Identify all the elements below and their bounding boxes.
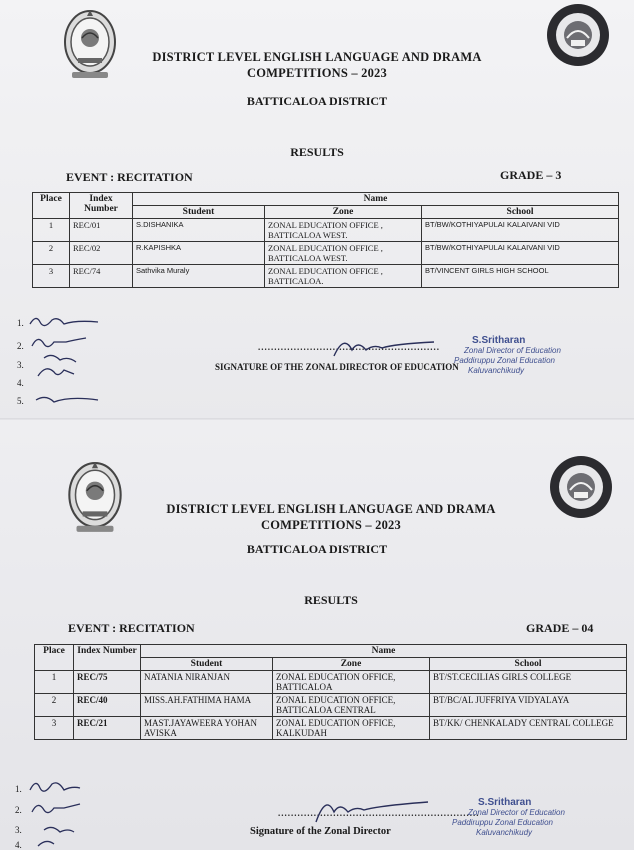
district-heading: BATTICALOA DISTRICT bbox=[246, 542, 388, 556]
stamp-line-3: Kaluvanchikudy bbox=[468, 366, 525, 375]
cell-zone: ZONAL EDUCATION OFFICE, KALKUDAH bbox=[273, 717, 430, 740]
stamp-name: S.Sritharan bbox=[478, 797, 532, 808]
stamp-line-2: Paddiruppu Zonal Education bbox=[454, 356, 555, 365]
cell-student: NATANIA NIRANJAN bbox=[141, 671, 273, 694]
header-place: Place bbox=[33, 193, 70, 219]
stamp-line-1: Zonal Director of Education bbox=[468, 808, 565, 817]
cell-index: REC/01 bbox=[70, 219, 133, 242]
cell-index: REC/40 bbox=[74, 694, 141, 717]
cell-student: Sathvika Muraly bbox=[133, 265, 265, 288]
result-sheet-grade-4 bbox=[0, 420, 634, 850]
result-sheet-grade-3 bbox=[0, 0, 634, 420]
director-signature-icon bbox=[330, 330, 440, 360]
header-zone: Zone bbox=[273, 658, 430, 671]
signature-caption: SIGNATURE OF THE ZONAL DIRECTOR OF EDUCATION bbox=[215, 362, 459, 372]
results-heading: RESULTS bbox=[304, 593, 358, 607]
cell-school: BT/BC/AL JUFFRIYA VIDYALAYA bbox=[430, 694, 627, 717]
cell-student: MAST.JAYAWEERA YOHAN AVISKA bbox=[141, 717, 273, 740]
stamp-name: S.Sritharan bbox=[472, 335, 526, 346]
judge-number: 1. bbox=[17, 318, 24, 328]
cell-index: REC/02 bbox=[70, 242, 133, 265]
cell-zone: ZONAL EDUCATION OFFICE , BATTICALOA. bbox=[265, 265, 422, 288]
cell-place: 2 bbox=[35, 694, 74, 717]
cell-zone: ZONAL EDUCATION OFFICE , BATTICALOA WEST. bbox=[265, 242, 422, 265]
cell-place: 2 bbox=[33, 242, 70, 265]
results-heading: RESULTS bbox=[290, 145, 344, 159]
header-school: School bbox=[430, 658, 627, 671]
director-signature-icon bbox=[312, 790, 432, 826]
header-student: Student bbox=[141, 658, 273, 671]
table-row bbox=[35, 671, 627, 694]
judge-number: 4. bbox=[15, 840, 22, 850]
cell-zone: ZONAL EDUCATION OFFICE, BATTICALOA bbox=[273, 671, 430, 694]
table-row bbox=[35, 694, 627, 717]
event-label: EVENT : RECITATION bbox=[66, 170, 193, 184]
title-line-2: COMPETITIONS – 2023 bbox=[247, 66, 387, 80]
competition-title bbox=[14, 501, 634, 533]
cell-school: BT/VINCENT GIRLS HIGH SCHOOL bbox=[422, 265, 619, 288]
judge-number: 2. bbox=[17, 341, 24, 351]
stamp-line-2: Paddiruppu Zonal Education bbox=[452, 818, 553, 827]
event-label: EVENT : RECITATION bbox=[68, 621, 195, 635]
table-row bbox=[33, 265, 619, 288]
table-row bbox=[33, 219, 619, 242]
grade-label: GRADE – 3 bbox=[500, 168, 562, 182]
header-zone: Zone bbox=[265, 206, 422, 219]
title-line-1: DISTRICT LEVEL ENGLISH LANGUAGE AND DRAMA bbox=[166, 502, 496, 516]
cell-index: REC/21 bbox=[74, 717, 141, 740]
director-stamp bbox=[450, 336, 561, 376]
header-school: School bbox=[422, 206, 619, 219]
judge-number: 2. bbox=[15, 805, 22, 815]
cell-place: 3 bbox=[33, 265, 70, 288]
header-name: Name bbox=[133, 193, 619, 206]
cell-zone: ZONAL EDUCATION OFFICE, BATTICALOA CENTRAL bbox=[273, 694, 430, 717]
title-line-1: DISTRICT LEVEL ENGLISH LANGUAGE AND DRAMA bbox=[152, 50, 482, 64]
header-place: Place bbox=[35, 645, 74, 671]
title-line-2: COMPETITIONS – 2023 bbox=[261, 518, 401, 532]
header-name: Name bbox=[141, 645, 627, 658]
cell-school: BT/BW/KOTHIYAPULAI KALAIVANI VID bbox=[422, 219, 619, 242]
cell-school: BT/ST.CECILIAS GIRLS COLLEGE bbox=[430, 671, 627, 694]
judge-number: 1. bbox=[15, 784, 22, 794]
cell-student: S.DISHANIKA bbox=[133, 219, 265, 242]
results-table-grade-3 bbox=[32, 192, 619, 288]
judge-number: 4. bbox=[17, 378, 24, 388]
director-stamp bbox=[448, 798, 565, 838]
stamp-line-3: Kaluvanchikudy bbox=[476, 828, 533, 837]
cell-place: 1 bbox=[33, 219, 70, 242]
header-index-number: Index Number bbox=[74, 645, 141, 671]
handwritten-signatures-icon bbox=[24, 312, 114, 412]
grade-label: GRADE – 04 bbox=[526, 621, 594, 635]
table-row bbox=[35, 717, 627, 740]
header-student: Student bbox=[133, 206, 265, 219]
stamp-line-1: Zonal Director of Education bbox=[464, 346, 561, 355]
cell-zone: ZONAL EDUCATION OFFICE , BATTICALOA WEST. bbox=[265, 219, 422, 242]
cell-index: REC/74 bbox=[70, 265, 133, 288]
judge-number: 3. bbox=[17, 360, 24, 370]
results-table-grade-4 bbox=[34, 644, 627, 740]
cell-place: 1 bbox=[35, 671, 74, 694]
judge-number: 5. bbox=[17, 396, 24, 406]
handwritten-signatures-icon bbox=[24, 776, 104, 850]
competition-title bbox=[0, 49, 634, 81]
signature-dotted-line: ........................................................ bbox=[258, 342, 440, 352]
signature-caption: Signature of the Zonal Director bbox=[250, 826, 391, 837]
header-index-number: Index Number bbox=[70, 193, 133, 219]
cell-place: 3 bbox=[35, 717, 74, 740]
cell-school: BT/KK/ CHENKALADY CENTRAL COLLEGE bbox=[430, 717, 627, 740]
cell-school: BT/BW/KOTHIYAPULAI KALAIVANI VID bbox=[422, 242, 619, 265]
judge-number: 3. bbox=[15, 825, 22, 835]
cell-student: R.KAPISHKA bbox=[133, 242, 265, 265]
district-heading: BATTICALOA DISTRICT bbox=[246, 94, 388, 108]
table-row bbox=[33, 242, 619, 265]
cell-student: MISS.AH.FATHIMA HAMA bbox=[141, 694, 273, 717]
cell-index: REC/75 bbox=[74, 671, 141, 694]
signature-dotted-line: .............................................................. bbox=[278, 808, 480, 818]
